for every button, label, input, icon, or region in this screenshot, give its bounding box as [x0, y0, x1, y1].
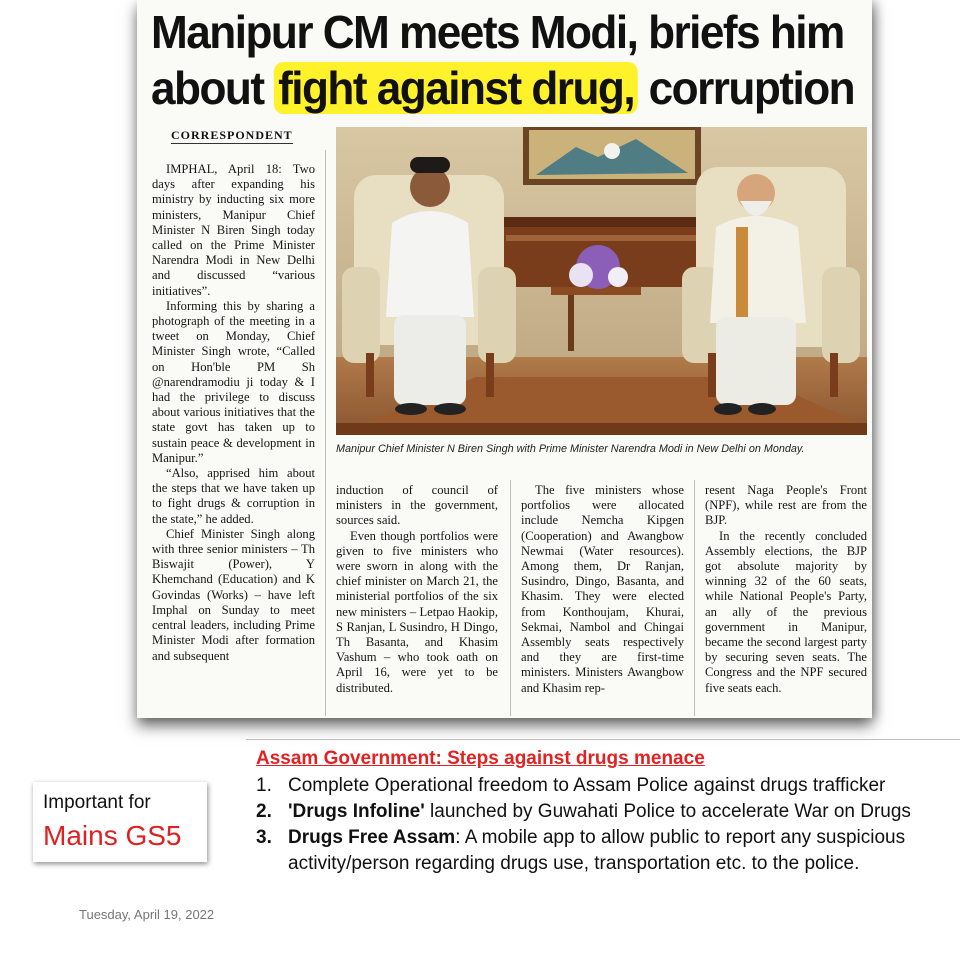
list-item: [256, 799, 946, 825]
article-column-2: [336, 483, 498, 696]
article-column-3: [521, 483, 684, 696]
paragraph: Informing this by sharing a photograph of the meeting in a tweet on Monday, Chief Minister Singh wrote, “Called on Hon'ble PM Sh @narendramodiu ji today & I had the privilege to discuss about various initiatives that the state govt has taken up to sustain peace & development in Manipur.”: [152, 298, 315, 465]
paragraph: IMPHAL, April 18: Two days after expanding his ministry by inducting six more ministers, Manipur Chief Minister N Biren Singh today called on the Prime Minister Narendra Modi in New Delhi and discussed “various initiatives”.: [152, 162, 315, 298]
column-rule: [325, 150, 326, 716]
newspaper-clipping: [137, 0, 872, 718]
item-rest: launched by Guwahati Police to accelerate War on Drugs: [424, 801, 911, 822]
item-text: [288, 825, 946, 877]
item-text: Complete Operational freedom to Assam Police against drugs trafficker: [288, 775, 886, 796]
byline: CORRESPONDENT: [171, 128, 293, 142]
article-photo: [336, 127, 867, 435]
headline-line-1: Manipur CM meets Modi, briefs him: [151, 6, 844, 58]
item-number: 1.: [256, 775, 272, 796]
paragraph: Chief Minister Singh along with three senior ministers – Th Biswajit (Power), Y Khemchand (Education) and K Govindas (Works) – have left Imphal on Sunday to meet central leaders, including Prime Minister Modi after formation and subsequent: [152, 526, 315, 663]
paragraph: “Also, apprised him about the steps that we have taken up to fight drugs & corruption in the state,” he added.: [152, 466, 315, 526]
notes-title: Assam Government: Steps against drugs menace: [256, 748, 705, 769]
article-headline: [151, 4, 855, 116]
column-rule: [694, 480, 695, 716]
photo-caption: Manipur Chief Minister N Biren Singh with Prime Minister Narendra Modi in New Delhi on Monday.: [336, 443, 805, 455]
list-item: [256, 825, 946, 877]
headline-pre: about: [151, 62, 275, 114]
badge-label: Important for: [43, 792, 151, 813]
item-bold: Drugs Free Assam: [288, 827, 456, 848]
paragraph: The five ministers whose portfolios were allocated include Nemcha Kipgen (Cooperation) and Awangbow Newmai (Water resources). Among them, Dr Ranjan, Susindro, Dingo, Basanta, and Khasim. They were elected from Konthoujam, Khurai, Sekmai, Nambol and Chingai Assembly seats respectively and they are first-time ministers. Ministers Awangbow and Khasim rep-: [521, 483, 684, 695]
badge-subject: Mains GS5: [43, 820, 182, 851]
paragraph: induction of council of ministers in the government, sources said.: [336, 483, 498, 528]
headline-post: corruption: [637, 62, 855, 114]
headline-line-2: [151, 60, 855, 116]
notes-list: [256, 773, 946, 877]
photo-illustration: [336, 127, 867, 435]
article-column-4: [705, 483, 867, 696]
article-column-1: [152, 162, 315, 664]
list-item: [256, 773, 946, 799]
paragraph: Even though portfolios were given to five ministers who were sworn in along with the chief minister on March 21, the ministerial portfolios of the six new ministers – Letpao Haokip, S Ranjan, L Susindro, H Dingo, Th Basanta, and Khasim Vashum – who took oath on April 16, were yet to be distributed.: [336, 528, 498, 695]
notes-divider: [246, 739, 960, 740]
date-stamp: Tuesday, April 19, 2022: [79, 907, 215, 922]
important-badge: [33, 782, 207, 862]
item-number: 2.: [256, 801, 272, 822]
paragraph: In the recently concluded Assembly elections, the BJP got absolute majority by winning 32 of the 60 seats, while National People's Party, an ally of the previous government in Manipur, became the second largest party by securing seven seats. The Congress and the NPF secured five seats each.: [705, 528, 867, 695]
item-rest: : A mobile app to allow public to report any suspicious activity/person regarding drugs use, transportation etc. to the police.: [288, 827, 906, 874]
paragraph: resent Naga People's Front (NPF), while rest are from the BJP.: [705, 483, 867, 528]
headline-highlight: fight against drug,: [274, 62, 638, 114]
item-bold: 'Drugs Infoline': [288, 801, 425, 822]
item-number: 3.: [256, 827, 272, 848]
item-text: [288, 799, 946, 825]
column-rule: [510, 480, 511, 716]
